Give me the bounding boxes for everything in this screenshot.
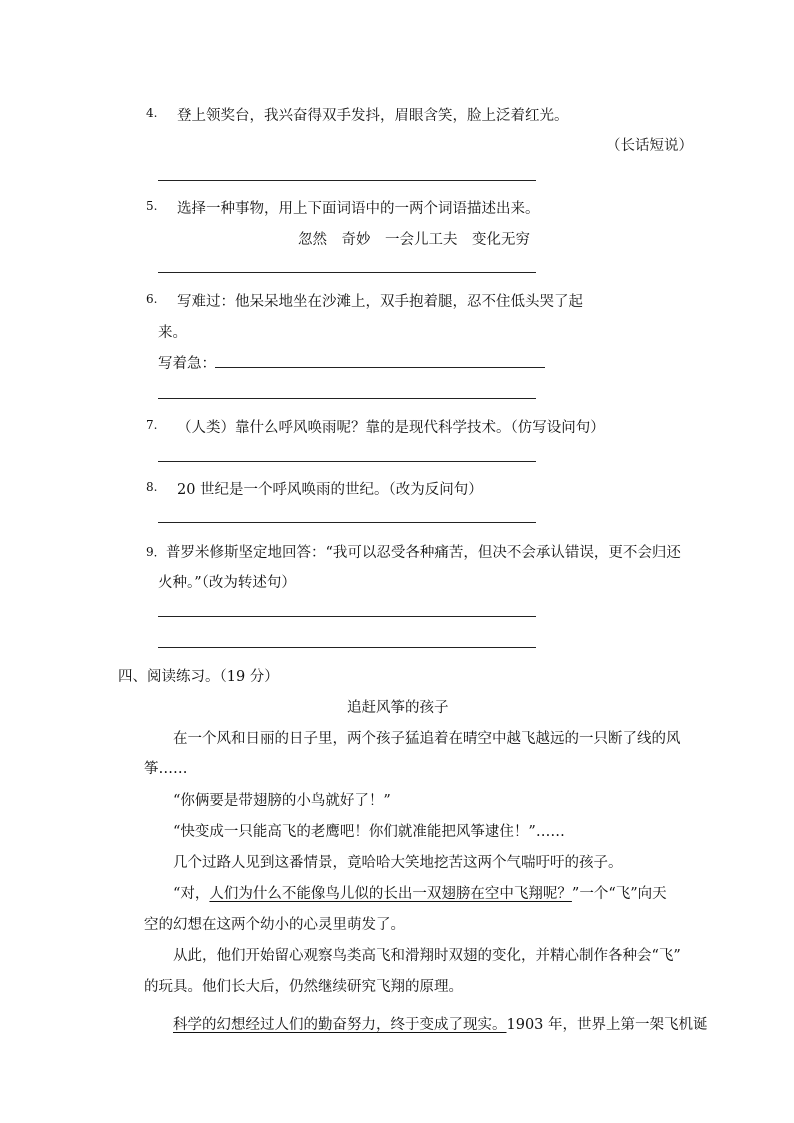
answer-line[interactable] xyxy=(158,616,536,617)
paragraph-text: ”一个“飞”向天 xyxy=(571,886,667,902)
answer-line[interactable] xyxy=(158,647,536,648)
question-prompt: 写着急： xyxy=(158,356,216,372)
question-number: 6. xyxy=(146,292,158,306)
underlined-sentence: 科学的幻想经过人们的勤奋努力，终于变成了现实。 xyxy=(173,1017,507,1033)
passage-title: 追赶风筝的孩子 xyxy=(347,700,449,716)
question-text: 来。 xyxy=(158,325,187,341)
underlined-sentence: 人们为什么不能像鸟儿似的长出一双翅膀在空中飞翔呢？ xyxy=(209,886,572,902)
question-number: 7. xyxy=(146,418,158,432)
passage-paragraph: 筝…… xyxy=(144,761,188,777)
passage-paragraph: 几个过路人见到这番情景，竟哈哈大笑地挖苦这两个气喘吁吁的孩子。 xyxy=(173,855,623,871)
passage-paragraph: 从此，他们开始留心观察鸟类高飞和滑翔时双翅的变化，并精心制作各种会“飞” xyxy=(173,948,681,964)
answer-line[interactable] xyxy=(158,398,536,399)
question-number: 4. xyxy=(146,106,158,120)
passage-paragraph: “你俩要是带翅膀的小鸟就好了！” xyxy=(173,793,391,809)
answer-line[interactable] xyxy=(215,367,545,368)
question-number: 9． xyxy=(146,545,166,559)
question-text: 火种。”（改为转述句） xyxy=(158,575,296,591)
passage-paragraph: 的玩具。他们长大后，仍然继续研究飞翔的原理。 xyxy=(144,979,463,995)
question-number: 5. xyxy=(146,199,158,213)
question-text: 写难过：他呆呆地坐在沙滩上，双手抱着腿，忍不住低头哭了起 xyxy=(177,294,583,310)
passage-paragraph xyxy=(173,882,667,903)
question-text: 登上领奖台，我兴奋得双手发抖，眉眼含笑，脸上泛着红光。 xyxy=(177,108,569,124)
answer-line[interactable] xyxy=(158,272,536,273)
question-instruction: （长话短说） xyxy=(606,138,693,154)
passage-paragraph: 在一个风和日丽的日子里，两个孩子猛追着在晴空中越飞越远的一只断了线的风 xyxy=(173,731,681,747)
passage-paragraph xyxy=(173,1013,708,1034)
answer-line[interactable] xyxy=(158,180,536,181)
answer-line[interactable] xyxy=(158,461,536,462)
paragraph-text: “对， xyxy=(173,886,210,902)
question-number: 8. xyxy=(146,480,158,494)
passage-paragraph: “快变成一只能高飞的老鹰吧！你们就准能把风筝逮住！”…… xyxy=(173,824,565,840)
question-text: 普罗米修斯坚定地回答：“我可以忍受各种痛苦，但决不会承认错误，更不会归还 xyxy=(166,545,681,561)
paragraph-text: 1903 年，世界上第一架飞机诞 xyxy=(506,1017,708,1033)
word-list: 忽然 奇妙 一会儿工夫 变化无穷 xyxy=(298,232,530,248)
passage-paragraph: 空的幻想在这两个幼小的心灵里萌发了。 xyxy=(144,917,405,933)
section-heading: 四、阅读练习。（19 分） xyxy=(118,669,279,685)
question-text: 20 世纪是一个呼风唤雨的世纪。（改为反问句） xyxy=(177,482,483,498)
question-text: （人类）靠什么呼风唤雨呢？靠的是现代科学技术。（仿写设问句） xyxy=(177,420,605,436)
answer-line[interactable] xyxy=(158,522,536,523)
question-text: 选择一种事物，用上下面词语中的一两个词语描述出来。 xyxy=(177,201,540,217)
